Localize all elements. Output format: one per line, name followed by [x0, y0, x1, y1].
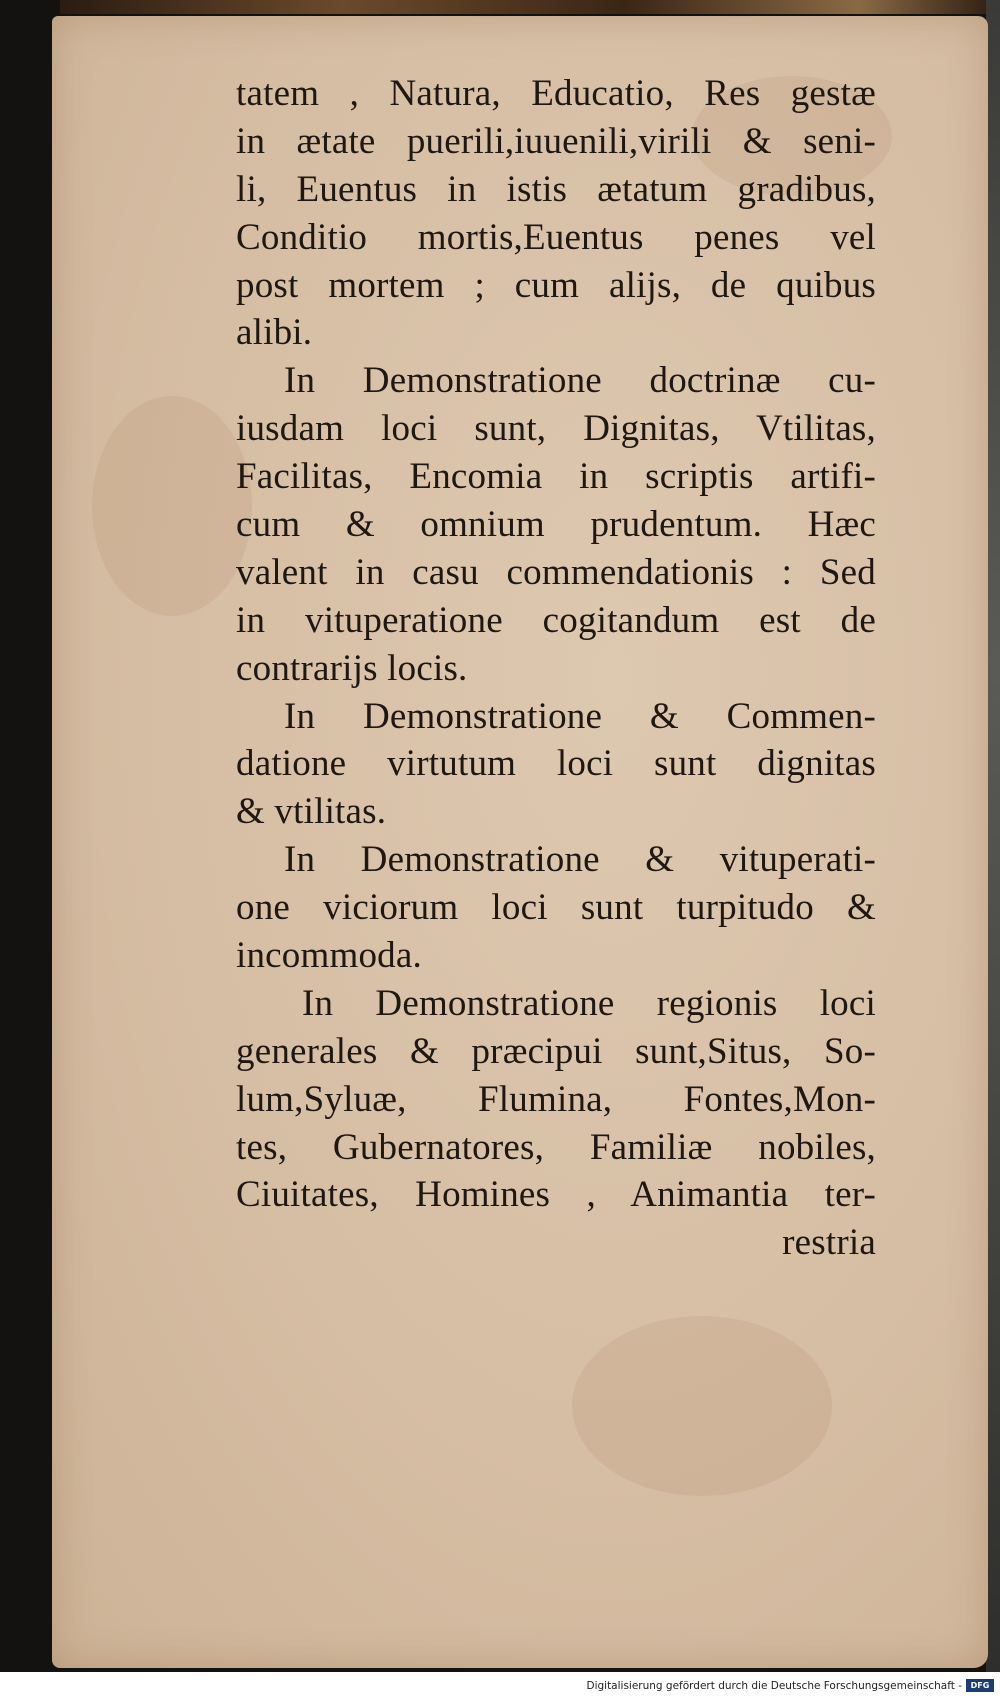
text-line: in ætate puerili,iuuenili,virili & seni- — [236, 120, 876, 162]
text-line: In Demonstratione doctrinæ cu- — [284, 360, 876, 402]
text-line: lum,Syluæ, Flumina, Fontes,Mon- — [236, 1078, 876, 1120]
text-line: Conditio mortis,Euentus penes vel — [236, 216, 876, 258]
text-line: li, Euentus in istis ætatum gradibus, — [236, 168, 876, 210]
text-line: cum & omnium prudentum. Hæc — [236, 504, 876, 546]
text-line: Ciuitates, Homines , Animantia ter- — [236, 1174, 876, 1216]
text-line: In Demonstratione & vituperati- — [284, 839, 876, 881]
text-line: contrarijs locis. — [236, 647, 468, 689]
text-line: alibi. — [236, 312, 313, 354]
text-line: in vituperatione cogitandum est de — [236, 599, 876, 641]
paper-stain — [92, 396, 252, 616]
text-line: tatem , Natura, Educatio, Res gestæ — [236, 73, 876, 114]
text-line: iusdam loci sunt, Dignitas, Vtilitas, — [236, 408, 876, 450]
footer-bar — [0, 1672, 1000, 1702]
page-text — [236, 70, 876, 1267]
text-line: datione virtutum loci sunt dignitas — [236, 743, 876, 785]
text-line: generales & præcipui sunt,Situs, So- — [236, 1030, 876, 1072]
paper-stain — [572, 1316, 832, 1496]
text-line: In Demonstratione & Commen- — [284, 695, 876, 737]
text-line: & vtilitas. — [236, 791, 387, 833]
text-line: valent in casu commendationis : Sed — [236, 551, 876, 593]
text-line: Facilitas, Encomia in scriptis artifi- — [236, 456, 876, 498]
text-line: In Demonstratione regionis loci — [302, 982, 876, 1024]
book-edge — [986, 0, 1000, 1672]
text-line: post mortem ; cum alijs, de quibus — [236, 264, 876, 306]
text-line: incommoda. — [236, 935, 422, 977]
footer-credit: Digitalisierung gefördert durch die Deutsche Forschungsgemeinschaft - — [586, 1680, 962, 1692]
text-line: tes, Gubernatores, Familiæ nobiles, — [236, 1126, 876, 1168]
binding-edge — [60, 0, 1000, 14]
dfg-logo: DFG — [966, 1679, 994, 1692]
text-line: restria — [782, 1222, 876, 1264]
text-line: one viciorum loci sunt turpitudo & — [236, 887, 876, 929]
